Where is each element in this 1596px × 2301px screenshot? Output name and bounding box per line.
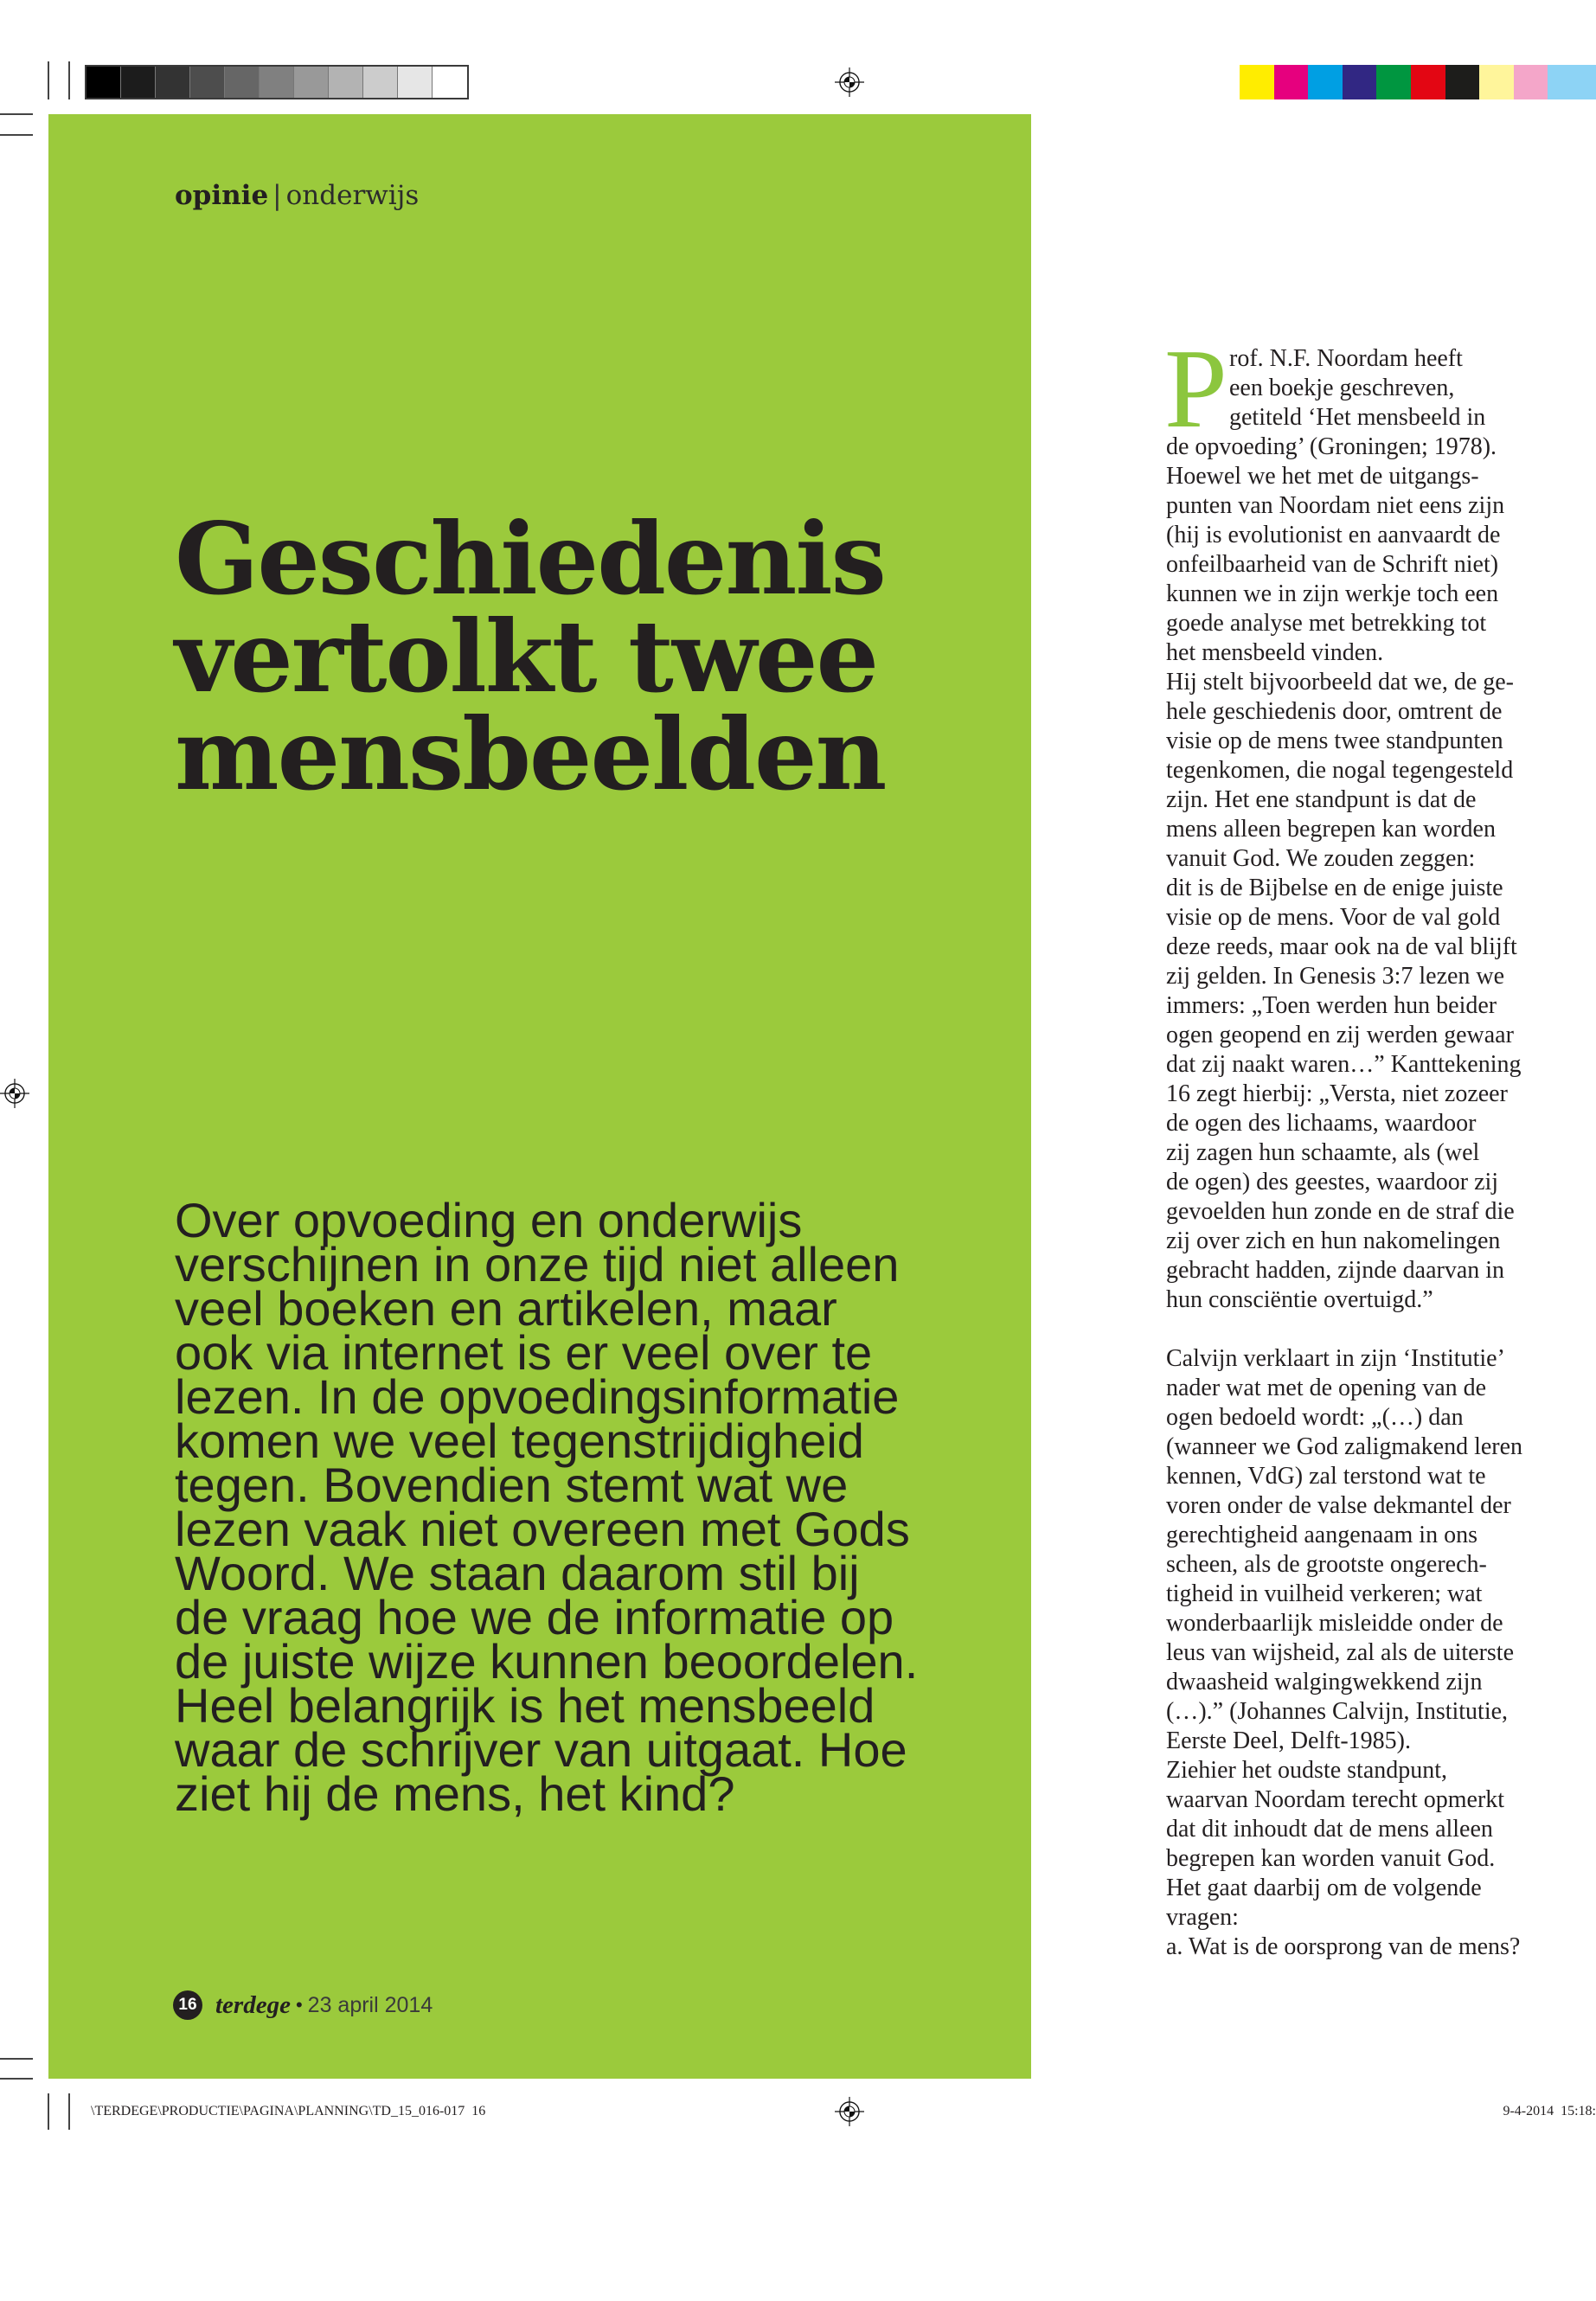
- footer-bullet: •: [295, 1994, 303, 2016]
- article-line: de ogen) des geestes, waardoor zij: [1166, 1169, 1499, 1195]
- article-line: rof. N.F. Noordam heeft: [1229, 345, 1463, 372]
- article-line: punten van Noordam niet eens zijn: [1166, 492, 1505, 519]
- process-color-swatch: [1240, 65, 1274, 99]
- intro-line: lezen. In de opvoedingsinformatie: [175, 1369, 900, 1424]
- grayscale-swatch: [329, 67, 363, 98]
- intro-line: Heel belangrijk is het mensbeeld: [175, 1678, 875, 1733]
- intro-line: waar de schrijver van uitgaat. Hoe: [175, 1722, 907, 1777]
- article-line: gevoelden hun zonde en de straf die: [1166, 1198, 1515, 1225]
- grayscale-swatch: [398, 67, 433, 98]
- intro-line: de juiste wijze kunnen beoordelen.: [175, 1634, 919, 1689]
- article-line: hun consciëntie overtuigd.”: [1166, 1286, 1433, 1313]
- article-line: begrepen kan worden vanuit God.: [1166, 1845, 1496, 1872]
- article-line: scheen, als de grootste ongerech-: [1166, 1551, 1487, 1578]
- article-line: (…).” (Johannes Calvijn, Institutie,: [1166, 1698, 1509, 1725]
- article-line: de ogen des lichaams, waardoor: [1166, 1110, 1477, 1137]
- grayscale-swatch: [363, 67, 398, 98]
- article-line: wonderbaarlijk misleidde onder de: [1166, 1610, 1503, 1637]
- article-block: [1166, 1344, 1522, 1962]
- headline-line: vertolkt twee: [175, 599, 878, 715]
- article-line: Hij stelt bijvoorbeeld dat we, de ge-: [1166, 669, 1514, 695]
- article-line: a. Wat is de oorsprong van de mens?: [1166, 1933, 1521, 1960]
- grayscale-swatch: [121, 67, 156, 98]
- grayscale-color-bar: [85, 65, 469, 99]
- crop-mark: [68, 2093, 70, 2130]
- page-footer: [173, 1990, 433, 2020]
- article-line: dwaasheid walgingwekkend zijn: [1166, 1669, 1483, 1695]
- slug-file-path: \TERDEGE\PRODUCTIE\PAGINA\PLANNING\TD_15_016-017 16: [91, 2104, 486, 2118]
- section-label: [175, 180, 419, 211]
- article-line: 16 zegt hierbij: „Versta, niet zozeer: [1166, 1080, 1508, 1107]
- article-line: Calvijn verklaart in zijn ‘Institutie’: [1166, 1345, 1505, 1372]
- intro-paragraph: [175, 1193, 919, 1821]
- crop-mark: [0, 2078, 33, 2080]
- crop-mark: [48, 61, 49, 99]
- process-color-swatch: [1548, 65, 1596, 99]
- article-line: dit is de Bijbelse en de enige juiste: [1166, 875, 1503, 901]
- article-line: voren onder de valse dekmantel der: [1166, 1492, 1511, 1519]
- article-line: zij over zich en hun nakomelingen: [1166, 1227, 1501, 1254]
- article-line: ogen bedoeld wordt: „(…) dan: [1166, 1404, 1464, 1431]
- article-line: vanuit God. We zouden zeggen:: [1166, 845, 1476, 872]
- process-color-bar: [1240, 65, 1596, 99]
- article-block: [1166, 344, 1522, 1315]
- headline: [175, 501, 886, 812]
- page-number-badge: 16: [173, 1990, 202, 2020]
- grayscale-swatch: [225, 67, 260, 98]
- process-color-swatch: [1274, 65, 1309, 99]
- article-line: tegenkomen, die nogal tegengesteld: [1166, 757, 1514, 784]
- process-color-swatch: [1343, 65, 1377, 99]
- article-line: visie op de mens twee standpunten: [1166, 727, 1503, 754]
- crop-mark: [48, 2093, 49, 2130]
- intro-line: komen we veel tegenstrijdigheid: [175, 1413, 864, 1468]
- grayscale-swatch: [87, 67, 121, 98]
- article-line: goede analyse met betrekking tot: [1166, 610, 1487, 637]
- article-line: dat zij naakt waren…” Kanttekening: [1166, 1051, 1522, 1078]
- article-line: getiteld ‘Het mensbeeld in: [1229, 404, 1486, 431]
- process-color-swatch: [1445, 65, 1480, 99]
- intro-line: ziet hij de mens, het kind?: [175, 1766, 735, 1821]
- article-line: zijn. Het ene standpunt is dat de: [1166, 786, 1477, 813]
- article-line: Hoewel we het met de uitgangs-: [1166, 463, 1479, 490]
- article-line: mens alleen begrepen kan worden: [1166, 816, 1496, 843]
- article-line: gebracht hadden, zijnde daarvan in: [1166, 1257, 1505, 1284]
- article-line: visie op de mens. Voor de val gold: [1166, 904, 1501, 931]
- article-line: kennen, VdG) zal terstond wat te: [1166, 1463, 1486, 1490]
- article-line: gerechtigheid aangenaam in ons: [1166, 1522, 1477, 1548]
- registration-mark-icon: [835, 67, 864, 97]
- grayscale-swatch: [260, 67, 294, 98]
- registration-mark-icon: [835, 2097, 864, 2126]
- article-line: nader wat met de opening van de: [1166, 1375, 1487, 1401]
- intro-line: tegen. Bovendien stemt wat we: [175, 1458, 849, 1512]
- headline-line: Geschiedenis: [175, 501, 885, 617]
- article-line: Het gaat daarbij om de volgende: [1166, 1875, 1482, 1901]
- article-line: onfeilbaarheid van de Schrift niet): [1166, 551, 1499, 578]
- process-color-swatch: [1308, 65, 1343, 99]
- slug-timestamp: 9-4-2014 15:18:: [1503, 2104, 1596, 2118]
- article-line: een boekje geschreven,: [1229, 375, 1455, 401]
- headline-line: mensbeelden: [175, 696, 886, 812]
- article-line: zij gelden. In Genesis 3:7 lezen we: [1166, 963, 1505, 990]
- grayscale-swatch: [294, 67, 329, 98]
- issue-date: 23 april 2014: [307, 1992, 433, 2017]
- article-line: leus van wijsheid, zal als de uiterste: [1166, 1639, 1514, 1666]
- article-line: (hij is evolutionist en aanvaardt de: [1166, 522, 1501, 548]
- intro-line: lezen vaak niet overeen met Gods: [175, 1502, 910, 1556]
- article-line: immers: „Toen werden hun beider: [1166, 992, 1497, 1019]
- grayscale-swatch: [190, 67, 225, 98]
- subsection-name: onderwijs: [285, 180, 420, 211]
- article-line: Ziehier het oudste standpunt,: [1166, 1757, 1448, 1784]
- article-line: de opvoeding’ (Groningen; 1978).: [1166, 433, 1497, 460]
- drop-cap: P: [1164, 326, 1227, 452]
- brand-logo: terdege: [215, 1990, 291, 2019]
- intro-line: veel boeken en artikelen, maar: [175, 1281, 837, 1336]
- intro-line: de vraag hoe we de informatie op: [175, 1590, 894, 1644]
- registration-mark-icon: [0, 1079, 29, 1108]
- process-color-swatch: [1376, 65, 1411, 99]
- grayscale-swatch: [156, 67, 190, 98]
- crop-mark: [0, 2058, 33, 2060]
- section-name: opinie: [175, 180, 269, 211]
- article-line: tigheid in vuilheid verkeren; wat: [1166, 1580, 1483, 1607]
- article-line: vragen:: [1166, 1904, 1239, 1931]
- intro-line: Over opvoeding en onderwijs: [175, 1193, 803, 1247]
- article-line: deze reeds, maar ook na de val blijft: [1166, 933, 1517, 960]
- article-line: hele geschiedenis door, omtrent de: [1166, 698, 1503, 725]
- section-separator: |: [272, 180, 282, 211]
- intro-line: ook via internet is er veel over te: [175, 1325, 873, 1380]
- process-color-swatch: [1479, 65, 1514, 99]
- process-color-swatch: [1411, 65, 1445, 99]
- article-line: (wanneer we God zaligmakend leren: [1166, 1433, 1523, 1460]
- article-line: dat dit inhoudt dat de mens alleen: [1166, 1816, 1493, 1843]
- intro-line: Woord. We staan daarom stil bij: [175, 1546, 860, 1600]
- article-line: kunnen we in zijn werkje toch een: [1166, 580, 1499, 607]
- article-line: Eerste Deel, Delft-1985).: [1166, 1727, 1411, 1754]
- process-color-swatch: [1514, 65, 1548, 99]
- crop-mark: [0, 134, 33, 136]
- article-line: ogen geopend en zij werden gewaar: [1166, 1022, 1514, 1048]
- grayscale-swatch: [433, 67, 467, 98]
- crop-mark: [68, 61, 70, 99]
- crop-mark: [0, 113, 33, 115]
- article-line: waarvan Noordam terecht opmerkt: [1166, 1786, 1505, 1813]
- article-column: [1166, 344, 1522, 1962]
- intro-line: verschijnen in onze tijd niet alleen: [175, 1237, 900, 1292]
- article-line: het mensbeeld vinden.: [1166, 639, 1384, 666]
- article-line: zij zagen hun schaamte, als (wel: [1166, 1139, 1480, 1166]
